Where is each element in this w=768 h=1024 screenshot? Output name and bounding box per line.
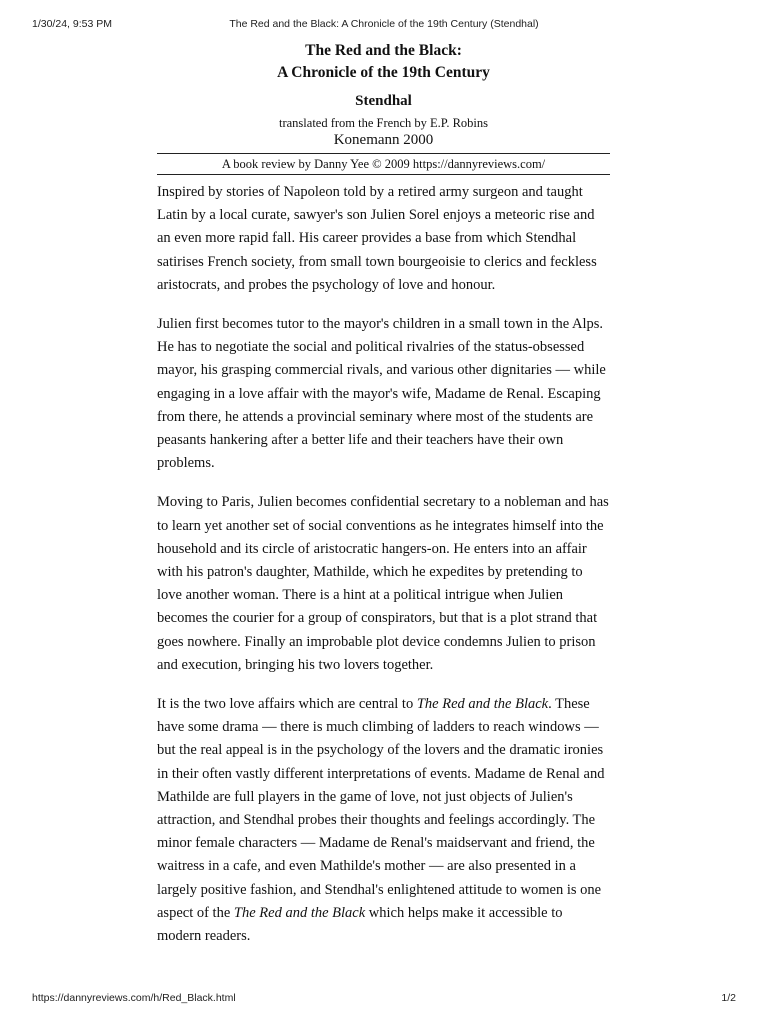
top-divider xyxy=(157,153,610,154)
book-title xyxy=(157,40,610,84)
paragraph-4-text-a: It is the two love affairs which are central to xyxy=(157,696,417,713)
book-translator: translated from the French by E.P. Robins xyxy=(279,116,488,130)
paragraph-4 xyxy=(157,693,610,948)
book-title-italic-2: The Red and the Black xyxy=(233,904,366,921)
print-page-number: 1/2 xyxy=(721,992,736,1004)
print-datetime: 1/30/24, 9:53 PM xyxy=(32,18,112,30)
book-title-line1: The Red and the Black: xyxy=(305,42,462,59)
print-footer xyxy=(0,992,768,1008)
print-header xyxy=(0,18,768,34)
review-page xyxy=(157,40,610,964)
paragraph-1: Inspired by stories of Napoleon told by a retired army surgeon and taught Latin by a local curate, sawyer's son Julien Sorel enjoys a meteoric rise and an even more rapid fall. His career provides a base from which Stendhal satirises French society, from small town bourgeoisie to clerics and feckless aristocrats, and probes the psychology of love and honour. xyxy=(157,184,597,293)
book-publisher: Konemann 2000 xyxy=(333,132,434,148)
review-byline: A book review by Danny Yee © 2009 https://dannyreviews.com/ xyxy=(221,157,546,171)
review-body xyxy=(157,181,610,948)
paragraph-2: Julien first becomes tutor to the mayor's children in a small town in the Alps. He has to negotiate the social and political rivalries of the status-obsessed mayor, his grasping commercial rivals, and various other dignitaries — while engaging in a love affair with the mayor's wife, Madame de Renal. Escaping from there, he attends a provincial seminary where most of the students are peasants hankering after a better life and their teachers have their own problems. xyxy=(157,316,606,472)
book-author: Stendhal xyxy=(355,93,412,109)
paragraph-4-text-c: which helps make it accessible to modern readers. xyxy=(157,904,563,945)
title-block xyxy=(157,40,610,150)
paragraph-3: Moving to Paris, Julien becomes confidential secretary to a nobleman and has to learn yet another set of social conventions as he integrates himself into the household and its circle of aristocratic hangers-on. He enters into an affair with his patron's daughter, Mathilde, which he expedites by pretending to love another woman. There is a hint at a political intrigue when Julien becomes the courier for a group of conspirators, but that is a plot strand that goes nowhere. Finally an improbable plot device condemns Julien to prison and execution, bringing his two lovers together. xyxy=(157,494,609,673)
book-title-italic: The Red and the Black xyxy=(416,696,549,713)
book-title-line2: A Chronicle of the 19th Century xyxy=(277,64,490,81)
print-url: https://dannyreviews.com/h/Red_Black.html xyxy=(32,992,236,1004)
print-page-title: The Red and the Black: A Chronicle of the 19th Century (Stendhal) xyxy=(229,18,539,30)
paragraph-4-text-b: . These have some drama — there is much climbing of ladders to reach windows — but the real appeal is in the psychology of the lovers and the dramatic ironies in their often vastly different interpretations of events. Madame de Renal and Mathilde are full players in the game of love, not just objects of Julien's attraction, and Stendhal probes their thoughts and feelings accordingly. The minor female characters — Madame de Renal's maidservant and friend, the waitress in a cafe, and even Mathilde's mother — are also presented in a largely positive fashion, and Stendhal's enlightened attitude to women is one aspect of the xyxy=(157,696,605,921)
bottom-divider xyxy=(157,174,610,175)
